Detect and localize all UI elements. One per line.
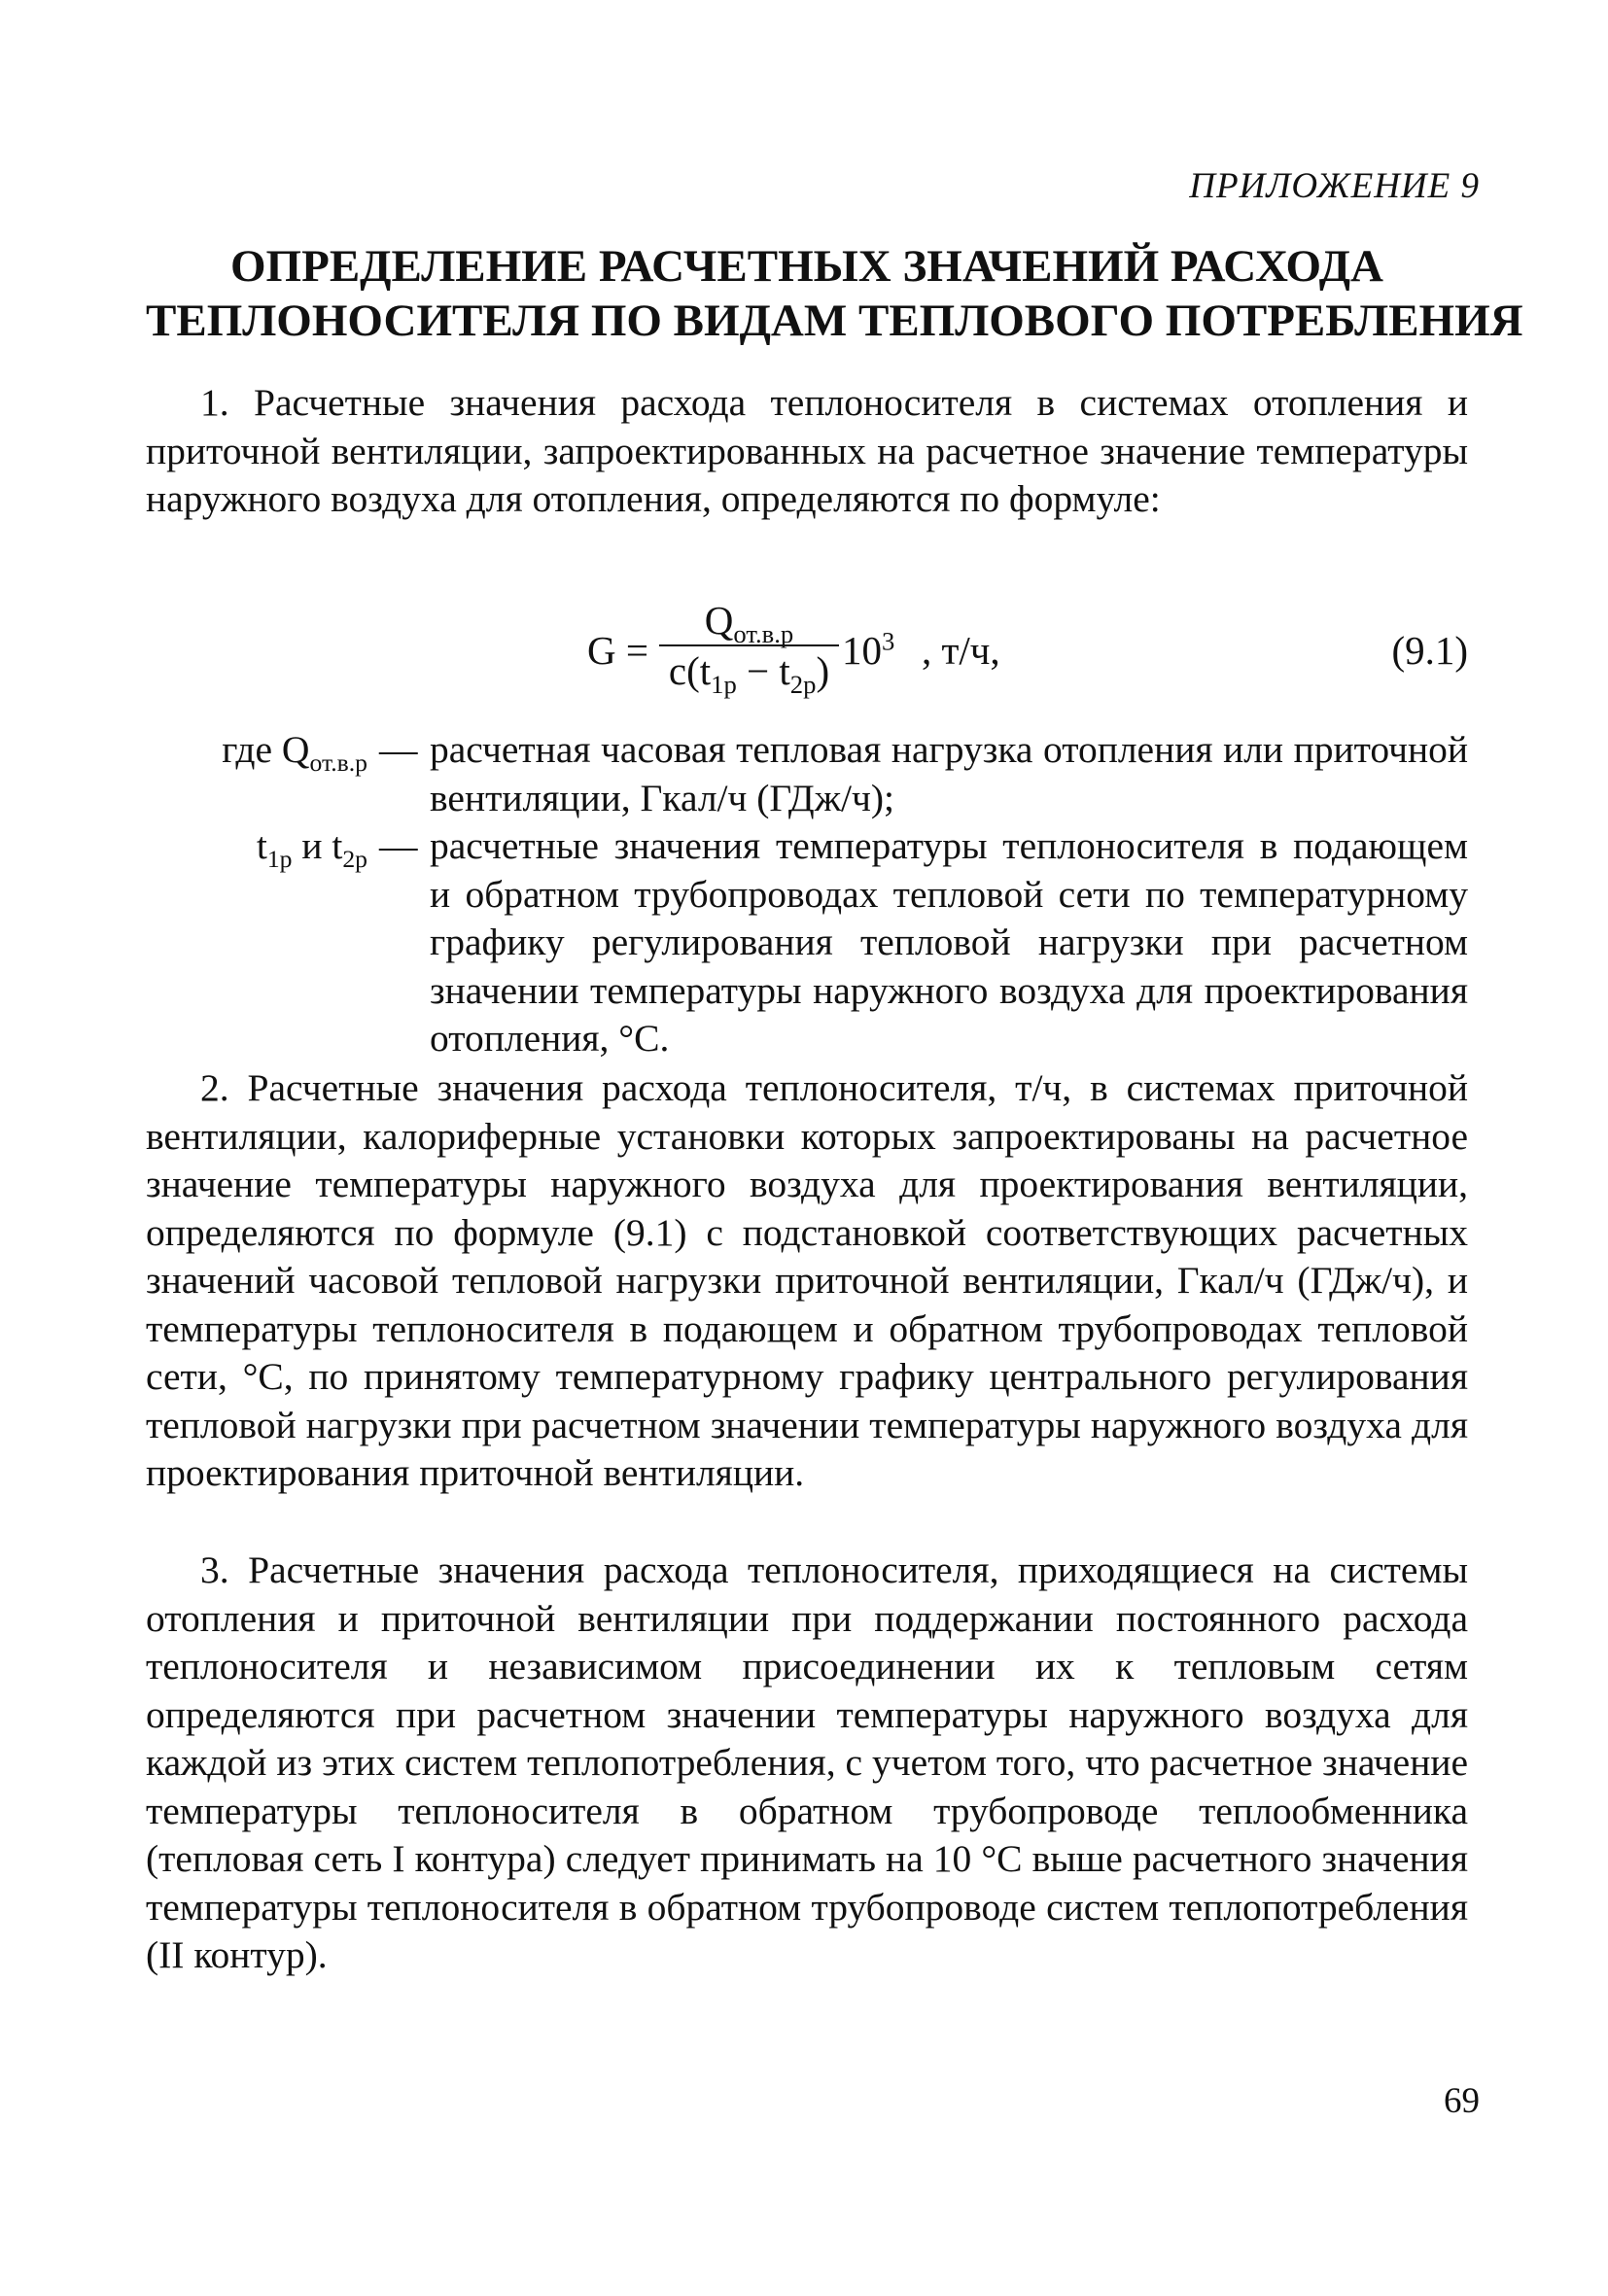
page-number: 69: [1444, 2081, 1480, 2121]
term-subscript-1: 1р: [266, 844, 293, 873]
formula-fraction: [659, 598, 839, 700]
paragraph-2-text: 2. Расчетные значения расхода теплоносителя, т/ч, в системах приточной вентиляции, калориферные установки которых запроектированы на расчетное значение температуры наружного воздуха для проектирования вентиляции, определяются по формуле (9.1) с подстановкой соответствующих расчетных значений часовой тепловой нагрузки приточной вентиляции, Гкал/ч (ГДж/ч), и температуры теплоносителя в подающем и обратном трубопроводах тепловой сети, °С, по принятому температурному графику центрального регулирования тепловой нагрузки при расчетном значении температуры наружного воздуха для проектирования приточной вентиляции.: [146, 1066, 1468, 1494]
formula-unit: , т/ч,: [922, 628, 1000, 673]
definition-row: [146, 726, 1468, 822]
definition-dash: —: [379, 728, 418, 771]
definition-row: [146, 822, 1468, 1063]
title-line-2: ТЕПЛОНОСИТЕЛЯ ПО ВИДАМ ТЕПЛОВОГО ПОТРЕБЛЕНИЯ: [146, 296, 1523, 346]
paragraph-1: [146, 379, 1468, 524]
formula-lhs: G =: [587, 628, 648, 673]
term-prefix: где Q: [222, 728, 310, 771]
numerator-symbol: Q: [704, 598, 734, 643]
formula-numerator: [659, 598, 839, 649]
formula-denominator: [659, 648, 839, 700]
definition-dash: —: [379, 824, 418, 867]
den-part-1: c(t: [668, 648, 712, 693]
term-subscript-2: 2р: [342, 844, 367, 873]
power-exponent: 3: [882, 626, 895, 656]
definitions-list: [146, 726, 1468, 1063]
paragraph-3-text: 3. Расчетные значения расхода теплоносителя, приходящиеся на системы отопления и приточной вентиляции при поддержании постоянного расхода теплоносителя и независимом присоединении их к тепловым сетям определяются при расчетном значении температуры наружного воздуха для каждой из этих систем теплопотребления, с учетом того, что расчетное значение температуры теплоносителя в обратном трубопроводе теплообменника (тепловая сеть I контура) следует принимать на 10 °С выше расчетного значения температуры теплоносителя в обратном трубопроводе систем теплопотребления (II контур).: [146, 1548, 1468, 1976]
term-subscript: от.в.р: [309, 748, 367, 777]
definition-text: расчетные значения температуры теплоносителя в подающем и обратном трубопроводах тепловой сети по температурному графику регулирования тепловой нагрузки при расчетном значении температуры наружного воздуха для проектирования отопления, °С.: [430, 824, 1468, 1060]
den-subscript-1: 1р: [711, 670, 737, 700]
formula-power: [842, 627, 894, 674]
formula-9-1: [146, 598, 1468, 705]
paragraph-3: [146, 1547, 1468, 1980]
definition-term: [146, 726, 379, 822]
definition-term: [146, 822, 379, 1063]
numerator-subscript: от.в.р: [733, 619, 794, 649]
den-minus: − t: [736, 648, 790, 693]
page-title: [146, 239, 1523, 348]
formula-number: (9.1): [1391, 628, 1468, 673]
term-mid: и t: [292, 824, 343, 867]
paragraph-1-text: 1. Расчетные значения расхода теплоносителя в системах отопления и приточной вентиляции, запроектированных на расчетное значение температуры наружного воздуха для отопления, определяются по формуле:: [146, 381, 1468, 520]
term-t1: t: [256, 824, 267, 867]
power-base: 10: [842, 628, 882, 673]
definition-text: расчетная часовая тепловая нагрузка отопления или приточной вентиляции, Гкал/ч (ГДж/ч);: [430, 728, 1468, 819]
den-close: ): [816, 648, 830, 693]
appendix-label: ПРИЛОЖЕНИЕ 9: [1189, 166, 1480, 206]
den-subscript-2: 2р: [789, 670, 817, 700]
title-line-1: ОПРЕДЕЛЕНИЕ РАСЧЕТНЫХ ЗНАЧЕНИЙ РАСХОДА: [230, 241, 1383, 292]
paragraph-2: [146, 1064, 1468, 1498]
